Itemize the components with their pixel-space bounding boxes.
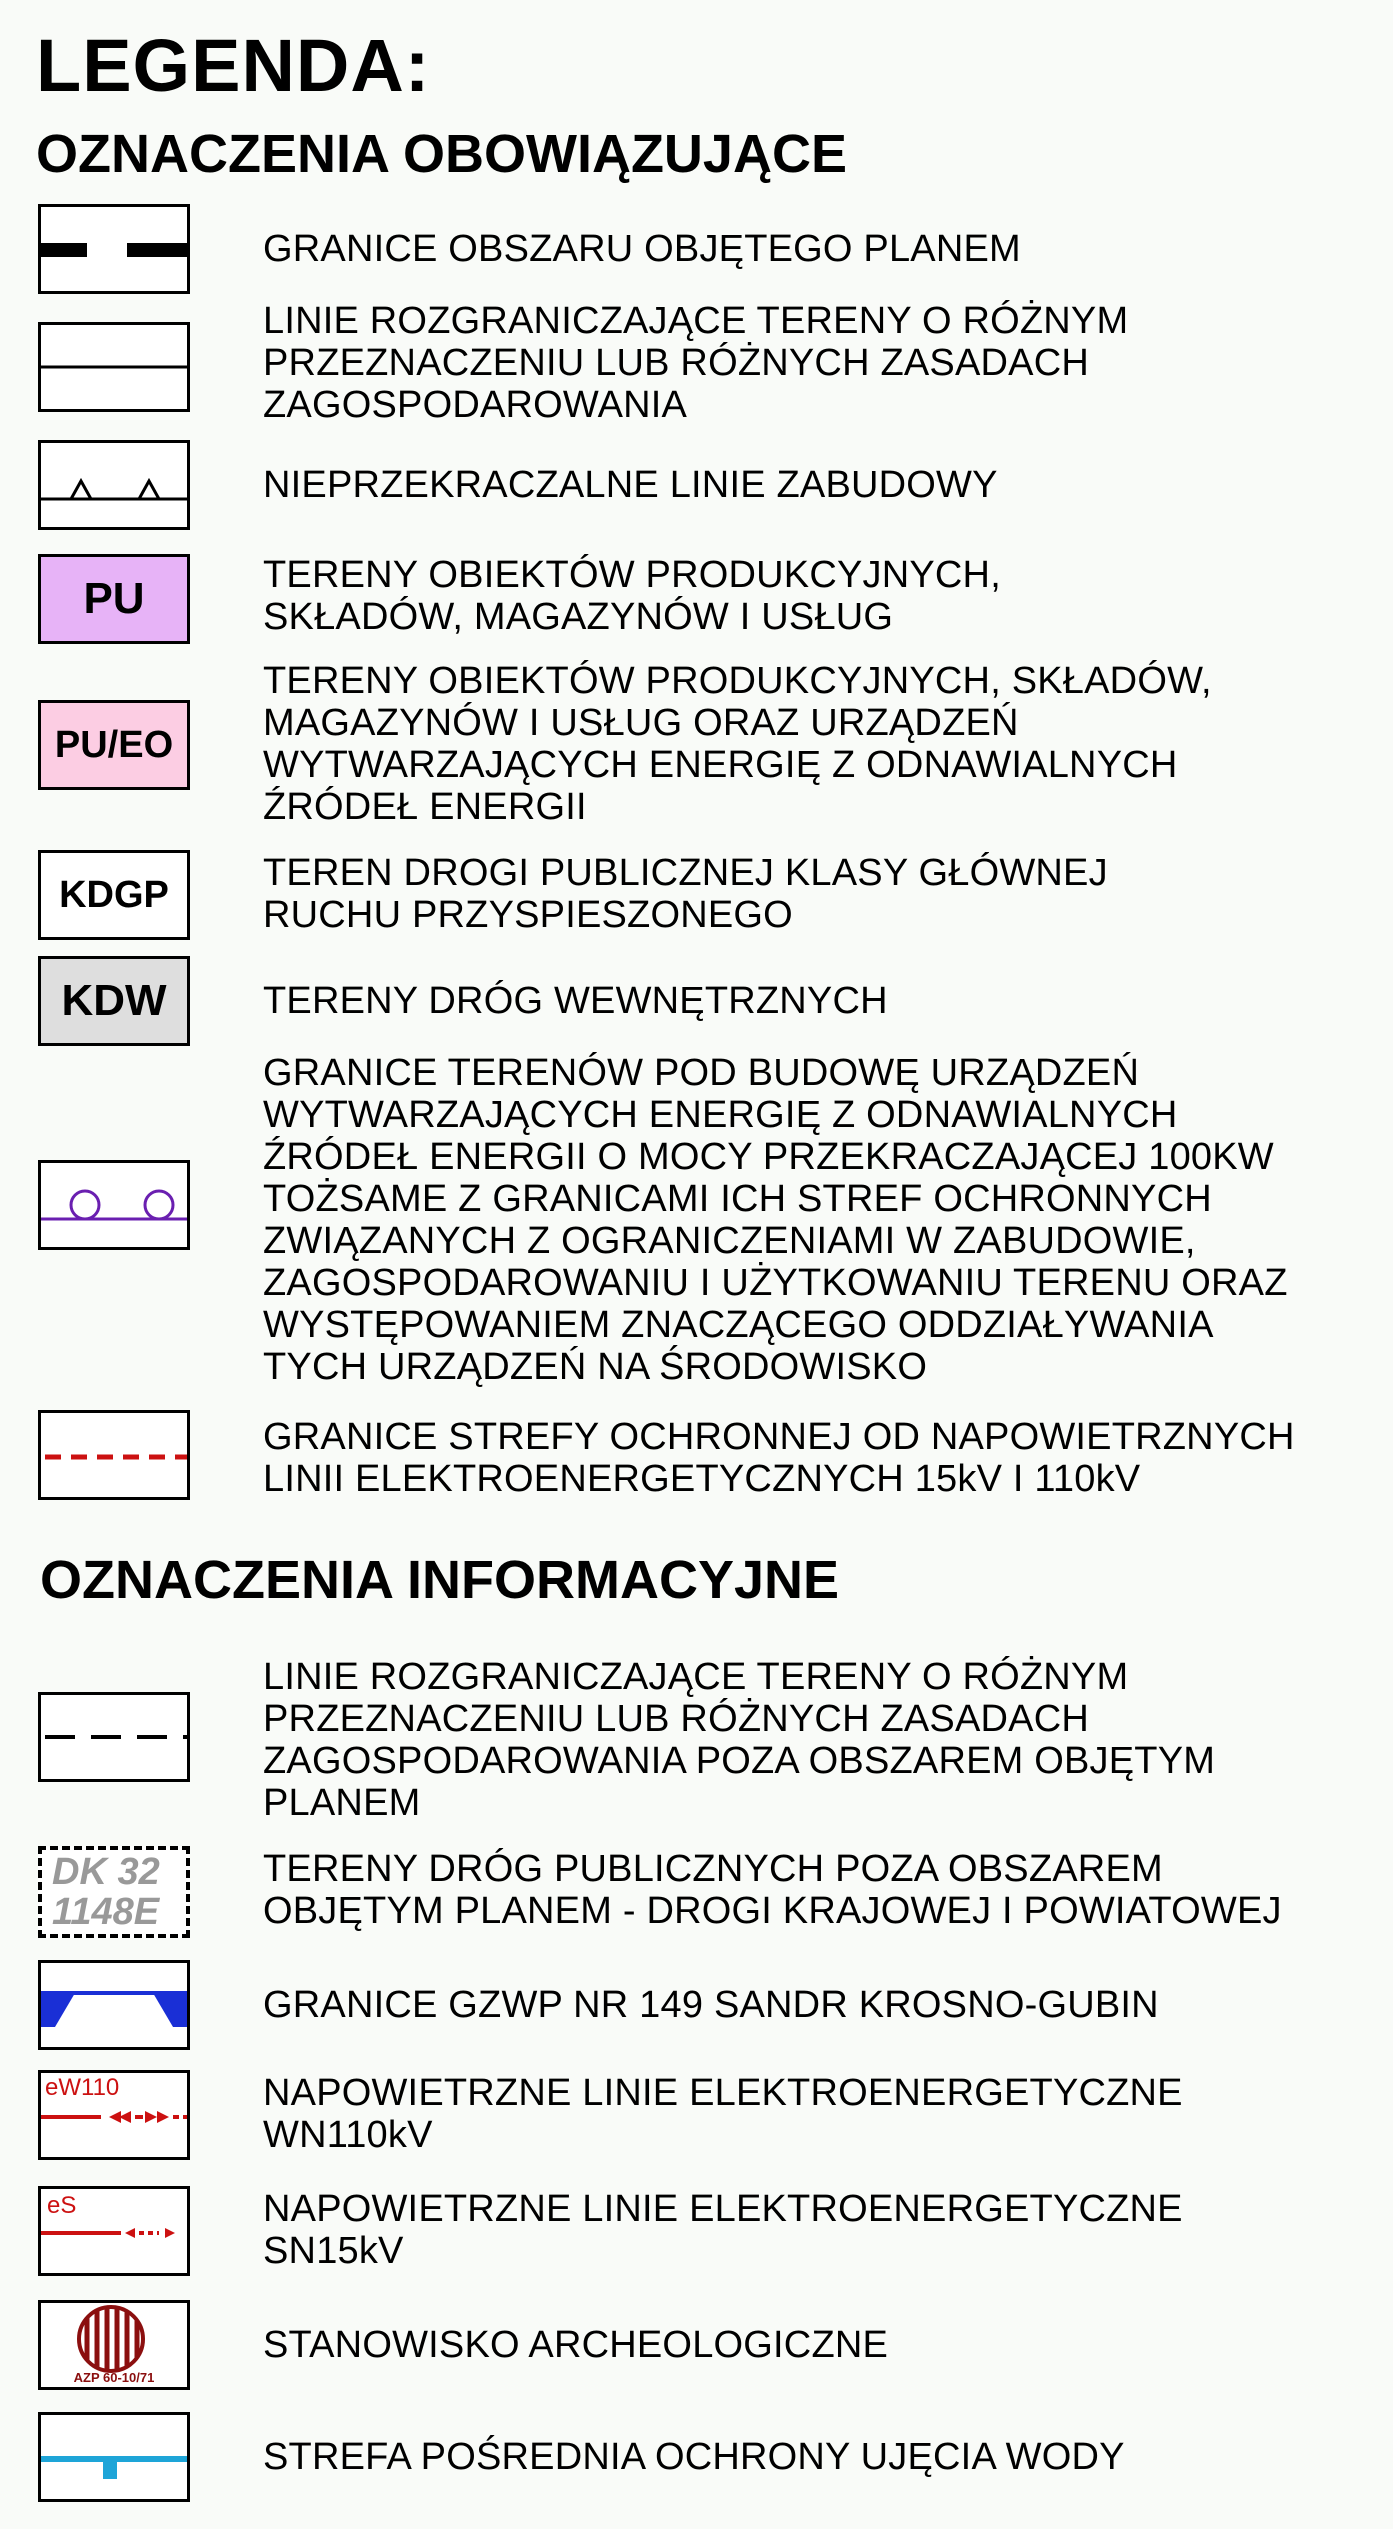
legend-description: TERENY DRÓG PUBLICZNYCH POZA OBSZAREM OBJĘTYM PLANEM - DROGI KRAJOWEJ I POWIATOWEJ: [263, 1848, 1282, 1932]
road-label-county: 1148E: [52, 1891, 160, 1933]
water-intake-zone-symbol: [38, 2412, 190, 2502]
gzwp-boundary-symbol: [38, 1960, 190, 2050]
pueo-zone-symbol: [38, 700, 190, 790]
legend-description: TEREN DROGI PUBLICZNEJ KLASY GŁÓWNEJ RUCHU PRZYSPIESZONEGO: [263, 852, 1108, 936]
legend-description: LINIE ROZGRANICZAJĄCE TERENY O RÓŻNYM PRZEZNACZENIU LUB RÓŻNYCH ZASADACH ZAGOSPODAROWANIA POZA OBSZAREM OBJĘTYM PLANEM: [263, 1656, 1216, 1824]
legend-description: TERENY DRÓG WEWNĘTRZNYCH: [263, 980, 888, 1022]
power-line-label: eS: [47, 2192, 77, 2219]
legend-description: TERENY OBIEKTÓW PRODUKCYJNYCH, SKŁADÓW, MAGAZYNÓW I USŁUG: [263, 554, 1001, 638]
renewable-energy-boundary-symbol: [38, 1160, 190, 1250]
legend-title: LEGENDA:: [36, 24, 431, 107]
section-heading-informational: OZNACZENIA INFORMACYJNE: [40, 1550, 840, 1610]
zone-code: KDW: [61, 976, 167, 1025]
section-heading-binding: OZNACZENIA OBOWIĄZUJĄCE: [36, 124, 847, 184]
pu-zone-symbol: [38, 554, 190, 644]
legend-description: NAPOWIETRZNE LINIE ELEKTROENERGETYCZNE WN110kV: [263, 2072, 1183, 2156]
zone-code: PU/EO: [54, 723, 174, 766]
kdw-zone-symbol: [38, 956, 190, 1046]
legend-description: NAPOWIETRZNE LINIE ELEKTROENERGETYCZNE SN15kV: [263, 2188, 1183, 2272]
legend-description: GRANICE OBSZARU OBJĘTEGO PLANEM: [263, 228, 1021, 270]
archaeology-site-label: AZP 60-10/71: [73, 2370, 155, 2385]
legend-description: NIEPRZEKRACZALNE LINIE ZABUDOWY: [263, 464, 998, 506]
legend-description: TERENY OBIEKTÓW PRODUKCYJNYCH, SKŁADÓW, MAGAZYNÓW I USŁUG ORAZ URZĄDZEŃ WYTWARZAJĄCYCH ENERGIĘ Z ODNAWIALNYCH ŹRÓDEŁ ENERGII: [263, 660, 1212, 828]
legend-description: STANOWISKO ARCHEOLOGICZNE: [263, 2324, 889, 2366]
legend-description: LINIE ROZGRANICZAJĄCE TERENY O RÓŻNYM PRZEZNACZENIU LUB RÓŻNYCH ZASADACH ZAGOSPODAROWANIA: [263, 300, 1129, 426]
power-line-protection-zone-symbol: [38, 1410, 190, 1500]
power-line-label: eW110: [45, 2074, 120, 2101]
land-use-boundary-symbol: [38, 322, 190, 412]
zone-code: KDGP: [59, 873, 169, 916]
legend-description: GRANICE STREFY OCHRONNEJ OD NAPOWIETRZNYCH LINII ELEKTROENERGETYCZNYCH 15kV I 110kV: [263, 1416, 1295, 1500]
archaeology-site-symbol: [38, 2300, 190, 2390]
road-label-dk: DK 32: [52, 1851, 160, 1893]
outside-boundary-symbol: [38, 1692, 190, 1782]
legend-description: GRANICE GZWP NR 149 SANDR KROSNO-GUBIN: [263, 1984, 1159, 2026]
zone-code: PU: [83, 574, 145, 623]
kdgp-zone-symbol: [38, 850, 190, 940]
building-line-symbol: [38, 440, 190, 530]
legend-description: STREFA POŚREDNIA OCHRONY UJĘCIA WODY: [263, 2436, 1125, 2478]
public-road-symbol: [38, 1846, 190, 1938]
legend-description: GRANICE TERENÓW POD BUDOWĘ URZĄDZEŃ WYTWARZAJĄCYCH ENERGIĘ Z ODNAWIALNYCH ŹRÓDEŁ ENERGII O MOCY PRZEKRACZAJĄCEJ 100KW TOŻSAME Z GRANICAMI ICH STREF OCHRONNYCH ZWIĄZANYCH Z OGRANICZENIAMI W ZABUDOWIE, ZAGOSPODAROWANIU I UŻYTKOWANIU TERENU ORAZ WYSTĘPOWANIEM ZNACZĄCEGO ODDZIAŁYWANIA TYCH URZĄDZEŃ NA ŚRODOWISKO: [263, 1052, 1288, 1388]
power-line-15kv-symbol: [38, 2186, 190, 2276]
plan-boundary-symbol: [38, 204, 190, 294]
power-line-110kv-symbol: [38, 2070, 190, 2160]
